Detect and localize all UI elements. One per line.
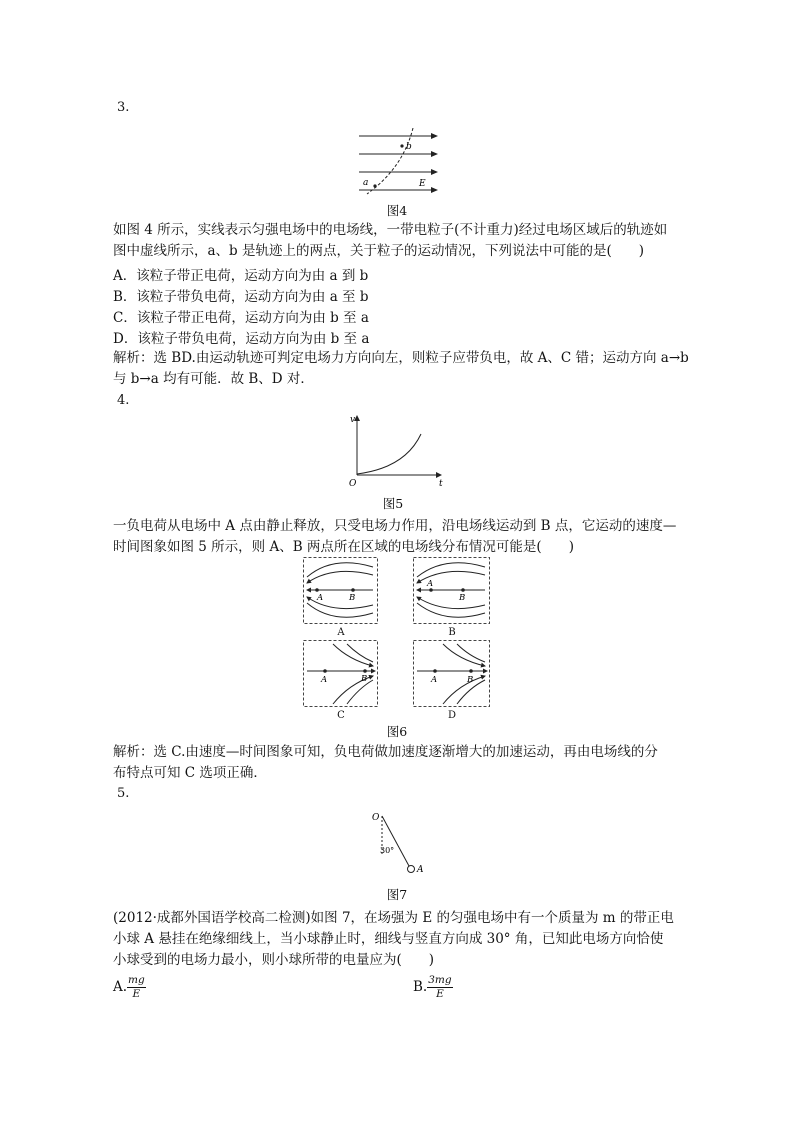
option-letter: A. bbox=[113, 979, 128, 995]
label-A: A bbox=[321, 675, 328, 685]
figure-5-caption: 图5 bbox=[382, 496, 404, 511]
field-line bbox=[417, 603, 485, 617]
field-line bbox=[347, 644, 373, 662]
panel-d-label: D bbox=[447, 710, 457, 721]
trajectory-dashed bbox=[367, 128, 413, 194]
q3-option-a: A．该粒子带正电荷，运动方向为由 a 到 b bbox=[113, 268, 369, 284]
analysis-line: 解析：选 C.由速度—时间图象可知，负电荷做加速度逐渐增大的加速运动，再由电场线的分 bbox=[113, 744, 658, 760]
analysis-line: 布特点可知 C 选项正确． bbox=[113, 765, 267, 781]
stem-line: 时间图象如图 5 所示，则 A、B 两点所在区域的电场线分布情况可能是( ) bbox=[113, 539, 574, 555]
panel-border bbox=[414, 641, 490, 707]
label-A: A bbox=[417, 865, 424, 875]
origin-label: O bbox=[349, 479, 357, 489]
q3-option-d: D．该粒子带负电荷，运动方向为由 b 至 a bbox=[113, 331, 370, 347]
label-b: b bbox=[406, 142, 412, 152]
panel-c-field bbox=[303, 640, 379, 708]
analysis-line: 与 b→a 均有可能．故 B、D 对． bbox=[113, 371, 314, 387]
axis-label-t: t bbox=[439, 479, 443, 489]
label-B: B bbox=[459, 593, 466, 603]
axis-label-v: v bbox=[350, 415, 356, 425]
panel-b-field bbox=[413, 557, 491, 625]
question-4-stem bbox=[113, 516, 683, 558]
label-A: A bbox=[431, 675, 438, 685]
field-line bbox=[307, 571, 373, 583]
point-a bbox=[373, 184, 376, 187]
point-B bbox=[363, 669, 367, 673]
point-B bbox=[461, 588, 465, 592]
figure-7-caption: 图7 bbox=[386, 887, 408, 902]
point-b bbox=[400, 144, 403, 147]
label-B: B bbox=[361, 674, 368, 684]
ball bbox=[408, 866, 415, 873]
label-a: a bbox=[363, 178, 369, 188]
question-3-number: 3. bbox=[117, 100, 130, 115]
stem-line: 小球受到的电场力最小，则小球所带的电量应为( ) bbox=[113, 952, 435, 968]
panel-b-label: B bbox=[448, 627, 456, 638]
label-B: B bbox=[467, 675, 474, 685]
vt-curve bbox=[357, 434, 421, 474]
point-B bbox=[351, 588, 355, 592]
point-A bbox=[315, 588, 319, 592]
point-A bbox=[323, 669, 327, 673]
question-5-stem bbox=[113, 908, 683, 971]
stem-line: 如图 4 所示，实线表示匀强电场中的电场线，一带电粒子(不计重力)经过电场区域后的轨迹如 bbox=[113, 222, 668, 238]
label-B: B bbox=[349, 593, 356, 603]
option-letter: B. bbox=[413, 979, 428, 995]
field-line bbox=[417, 563, 485, 577]
stem-line: 小球 A 悬挂在绝缘细线上，当小球静止时，细线与竖直方向成 30° 角，已知此电场方向恰使 bbox=[113, 931, 664, 947]
field-line bbox=[457, 644, 485, 662]
panel-a-field bbox=[303, 557, 379, 625]
fraction-numerator: mg bbox=[128, 974, 145, 986]
q4-analysis bbox=[113, 742, 683, 784]
field-line bbox=[307, 603, 373, 617]
figure-4-caption: 图4 bbox=[386, 203, 408, 218]
panel-a-label: A bbox=[337, 627, 345, 638]
q5-option-b bbox=[413, 974, 453, 1001]
field-line bbox=[417, 597, 485, 609]
figure-7-pendulum bbox=[368, 808, 438, 878]
label-angle: 30° bbox=[380, 846, 395, 855]
analysis-line: 解析：选 BD.由运动轨迹可判定电场力方向向左，则粒子应带负电，故 A、C 错；运动方向 a→b bbox=[113, 350, 689, 366]
point-B bbox=[469, 669, 473, 673]
field-line bbox=[347, 680, 373, 704]
fraction-numerator: 3mg bbox=[428, 974, 452, 986]
stem-line: 一负电荷从电场中 A 点由静止释放，只受电场力作用，沿电场线运动到 B 点，它运动的速度— bbox=[113, 518, 677, 534]
label-O: O bbox=[372, 813, 380, 823]
point-A bbox=[433, 669, 437, 673]
question-5-number: 5. bbox=[117, 786, 130, 801]
question-3-stem bbox=[113, 220, 683, 262]
field-line bbox=[333, 644, 373, 666]
q3-analysis bbox=[113, 348, 689, 390]
thread bbox=[382, 816, 409, 866]
q5-option-a bbox=[113, 974, 146, 1001]
fraction-denominator: E bbox=[132, 988, 141, 1000]
stem-line: (2012·成都外国语学校高二检测)如图 7，在场强为 E 的匀强电场中有一个质量为 m 的带正电 bbox=[113, 910, 674, 926]
label-A: A bbox=[317, 593, 324, 603]
stem-line: 图中虚线所示，a、b 是轨迹上的两点，关于粒子的运动情况，下列说法中可能的是( ) bbox=[113, 243, 645, 259]
option-fraction bbox=[427, 974, 452, 1001]
label-A: A bbox=[427, 579, 434, 589]
option-fraction bbox=[127, 974, 146, 1001]
figure-6-caption: 图6 bbox=[386, 724, 408, 739]
q3-option-c: C．该粒子带正电荷，运动方向为由 b 至 a bbox=[113, 310, 369, 326]
label-E: E bbox=[419, 179, 426, 189]
panel-d-field bbox=[413, 640, 491, 708]
figure-5-vt-graph bbox=[343, 410, 448, 490]
panel-c-label: C bbox=[337, 710, 345, 721]
field-line bbox=[443, 644, 485, 666]
figure-4-field-lines bbox=[355, 128, 445, 196]
field-line bbox=[443, 676, 485, 704]
field-line bbox=[307, 563, 373, 577]
fraction-denominator: E bbox=[436, 988, 444, 1000]
q3-option-b: B．该粒子带负电荷，运动方向为由 a 至 b bbox=[113, 289, 369, 305]
question-4-number: 4. bbox=[117, 393, 130, 408]
